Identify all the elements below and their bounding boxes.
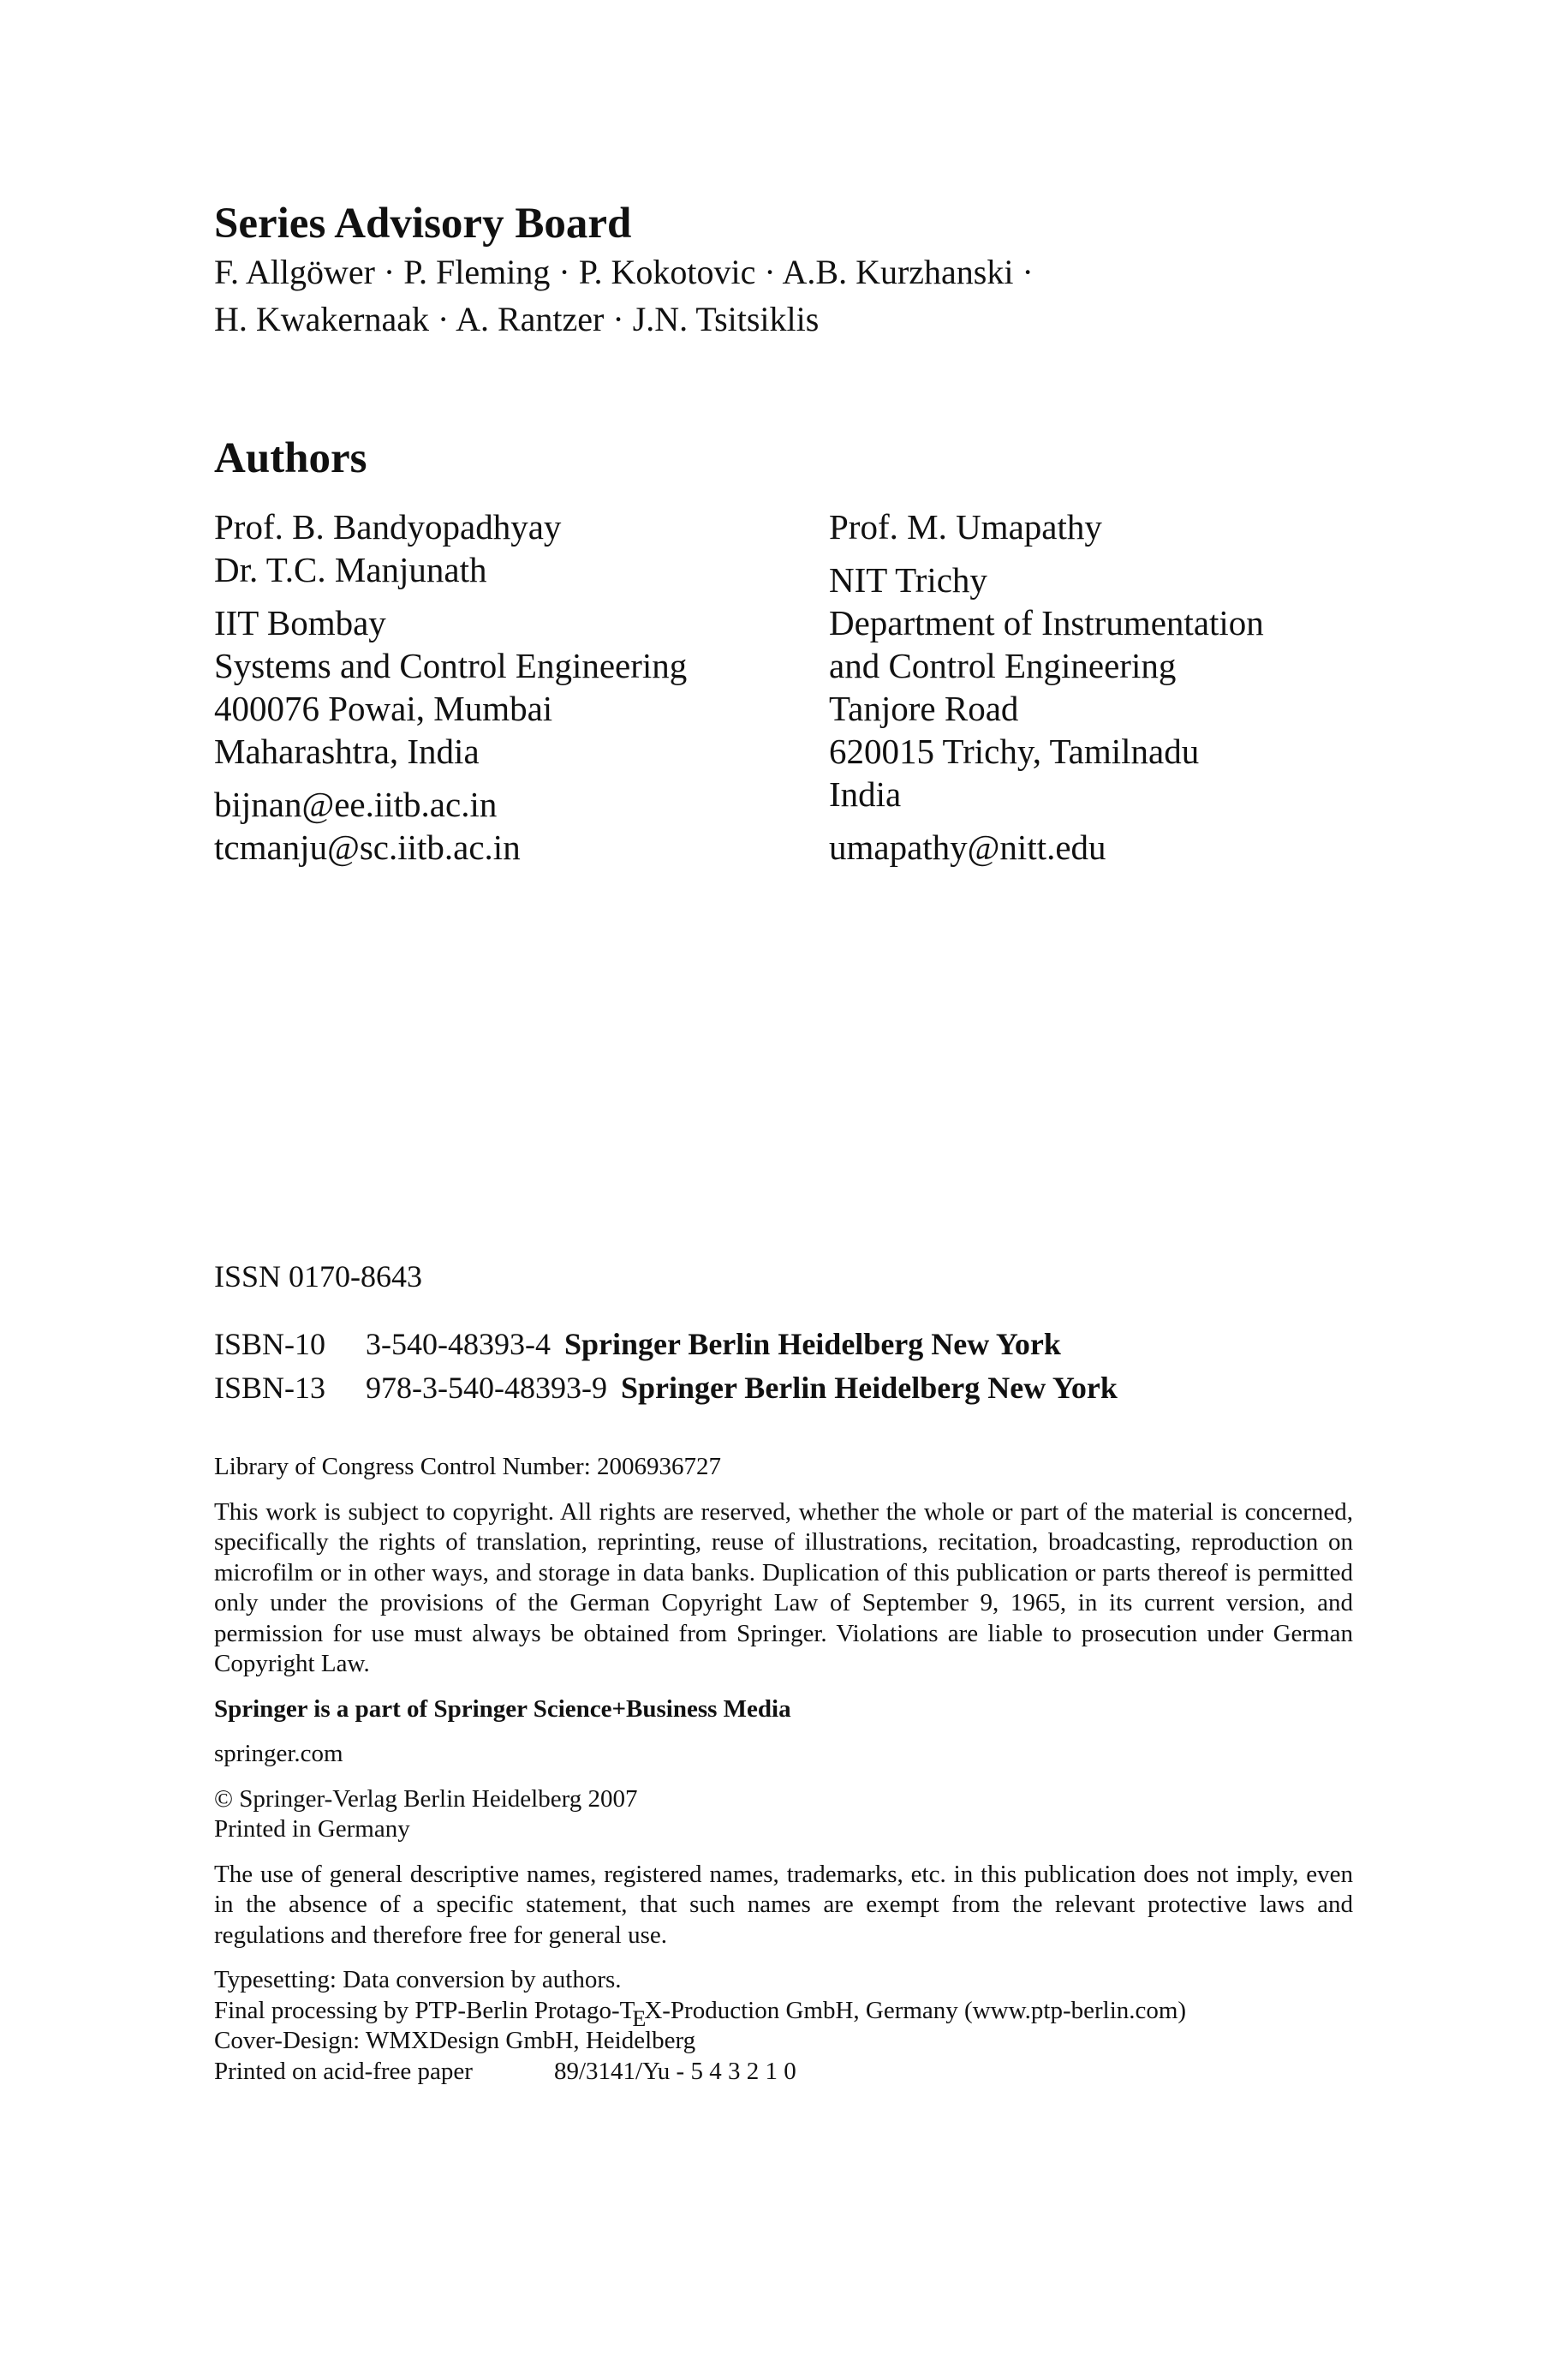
affiliation-line: and Control Engineering — [829, 646, 1177, 685]
isbn-number: 3-540-48393-4 — [366, 1327, 551, 1361]
copyright-block — [214, 1784, 1353, 1845]
author-column-left — [214, 505, 814, 879]
affiliation-line: Tanjore Road — [829, 689, 1019, 728]
author-email: bijnan@ee.iitb.ac.in — [214, 785, 498, 824]
isbn-publisher: Springer Berlin Heidelberg New York — [620, 1371, 1118, 1405]
affiliation-line: NIT Trichy — [829, 560, 987, 600]
authors-section — [214, 433, 1353, 867]
isbn-label: ISBN-13 — [214, 1371, 326, 1405]
isbn-list — [214, 1323, 1118, 1410]
authors-heading: Authors — [214, 434, 367, 482]
author-names-right — [829, 505, 1353, 548]
paper-line — [214, 2057, 1353, 2088]
legal-notices — [214, 1452, 1353, 2087]
final-processing-credit — [214, 1996, 1353, 2031]
advisory-board-line-2: H. Kwakernaak · A. Rantzer · J.N. Tsitsiklis — [214, 300, 820, 338]
isbn-row — [214, 1323, 1118, 1366]
issn: ISSN 0170-8643 — [214, 1259, 423, 1294]
names-notice: The use of general descriptive names, registered names, trademarks, etc. in this publication does not imply, even in the absence of a specific statement, that such names are exempt from the relevant protective laws and regulations and therefore free for general use. — [214, 1860, 1353, 1949]
affiliation-line: Maharashtra, India — [214, 732, 480, 771]
isbn-publisher: Springer Berlin Heidelberg New York — [563, 1327, 1061, 1361]
production-credits — [214, 1965, 1353, 2087]
tex-logo: TEX — [619, 1996, 663, 2031]
final-processing-suffix: -Production GmbH, Germany (www.ptp-berlin.com) — [662, 1996, 1187, 2024]
copyright-notice: This work is subject to copyright. All rights are reserved, whether the whole or part of the material is concerned, specifically the rights of translation, reprinting, reuse of illustrations, recitation, broadcasting, reproduction on microfilm or in other ways, and storage in data banks. Duplication of this publication or parts thereof is permitted only under the provisions of the German Copyright Law of September 9, 1965, in its current version, and permission for use must always be obtained from Springer. Violations are liable to prosecution under German Copyright Law. — [214, 1497, 1353, 1677]
isbn-number: 978-3-540-48393-9 — [366, 1371, 607, 1405]
author-name: Prof. B. Bandyopadhyay — [214, 507, 562, 547]
copyright-line: © Springer-Verlag Berlin Heidelberg 2007 — [214, 1784, 638, 1813]
publisher-website: springer.com — [214, 1740, 343, 1767]
advisory-board-heading: Series Advisory Board — [214, 200, 632, 248]
typesetting-credit: Typesetting: Data conversion by authors. — [214, 1966, 622, 1993]
advisory-board-line-1: F. Allgöwer · P. Fleming · P. Kokotovic · A.B. Kurzhanski · — [214, 253, 1034, 291]
series-advisory-board — [214, 199, 1353, 343]
author-email: umapathy@nitt.edu — [829, 828, 1106, 867]
author-names-left — [214, 505, 814, 591]
affiliation-right — [829, 559, 1353, 816]
cover-design-credit: Cover-Design: WMXDesign GmbH, Heidelberg — [214, 2027, 696, 2054]
printed-in: Printed in Germany — [214, 1815, 410, 1843]
copyright-page — [214, 0, 1353, 2378]
affiliation-left — [214, 601, 814, 773]
affiliation-line: 400076 Powai, Mumbai — [214, 689, 553, 728]
author-name: Prof. M. Umapathy — [829, 507, 1102, 547]
author-email: tcmanju@sc.iitb.ac.in — [214, 828, 521, 867]
isbn-row — [214, 1366, 1118, 1410]
library-of-congress-number: Library of Congress Control Number: 2006936727 — [214, 1453, 722, 1480]
springer-part-notice: Springer is a part of Springer Science+Business Media — [214, 1694, 791, 1723]
paper-note: Printed on acid-free paper — [214, 2057, 473, 2085]
final-processing-prefix: Final processing by PTP-Berlin Protago- — [214, 1996, 620, 2024]
print-code: 89/3141/Yu - 5 4 3 2 1 0 — [553, 2057, 796, 2085]
affiliation-line: Department of Instrumentation — [829, 603, 1264, 642]
author-column-right — [829, 505, 1353, 879]
emails-left — [214, 783, 814, 869]
affiliation-line: India — [829, 774, 902, 814]
affiliation-line: IIT Bombay — [214, 603, 386, 642]
isbn-label: ISBN-10 — [214, 1327, 326, 1361]
author-name: Dr. T.C. Manjunath — [214, 550, 487, 589]
affiliation-line: 620015 Trichy, Tamilnadu — [829, 732, 1200, 771]
affiliation-line: Systems and Control Engineering — [214, 646, 688, 685]
emails-right — [829, 826, 1353, 869]
